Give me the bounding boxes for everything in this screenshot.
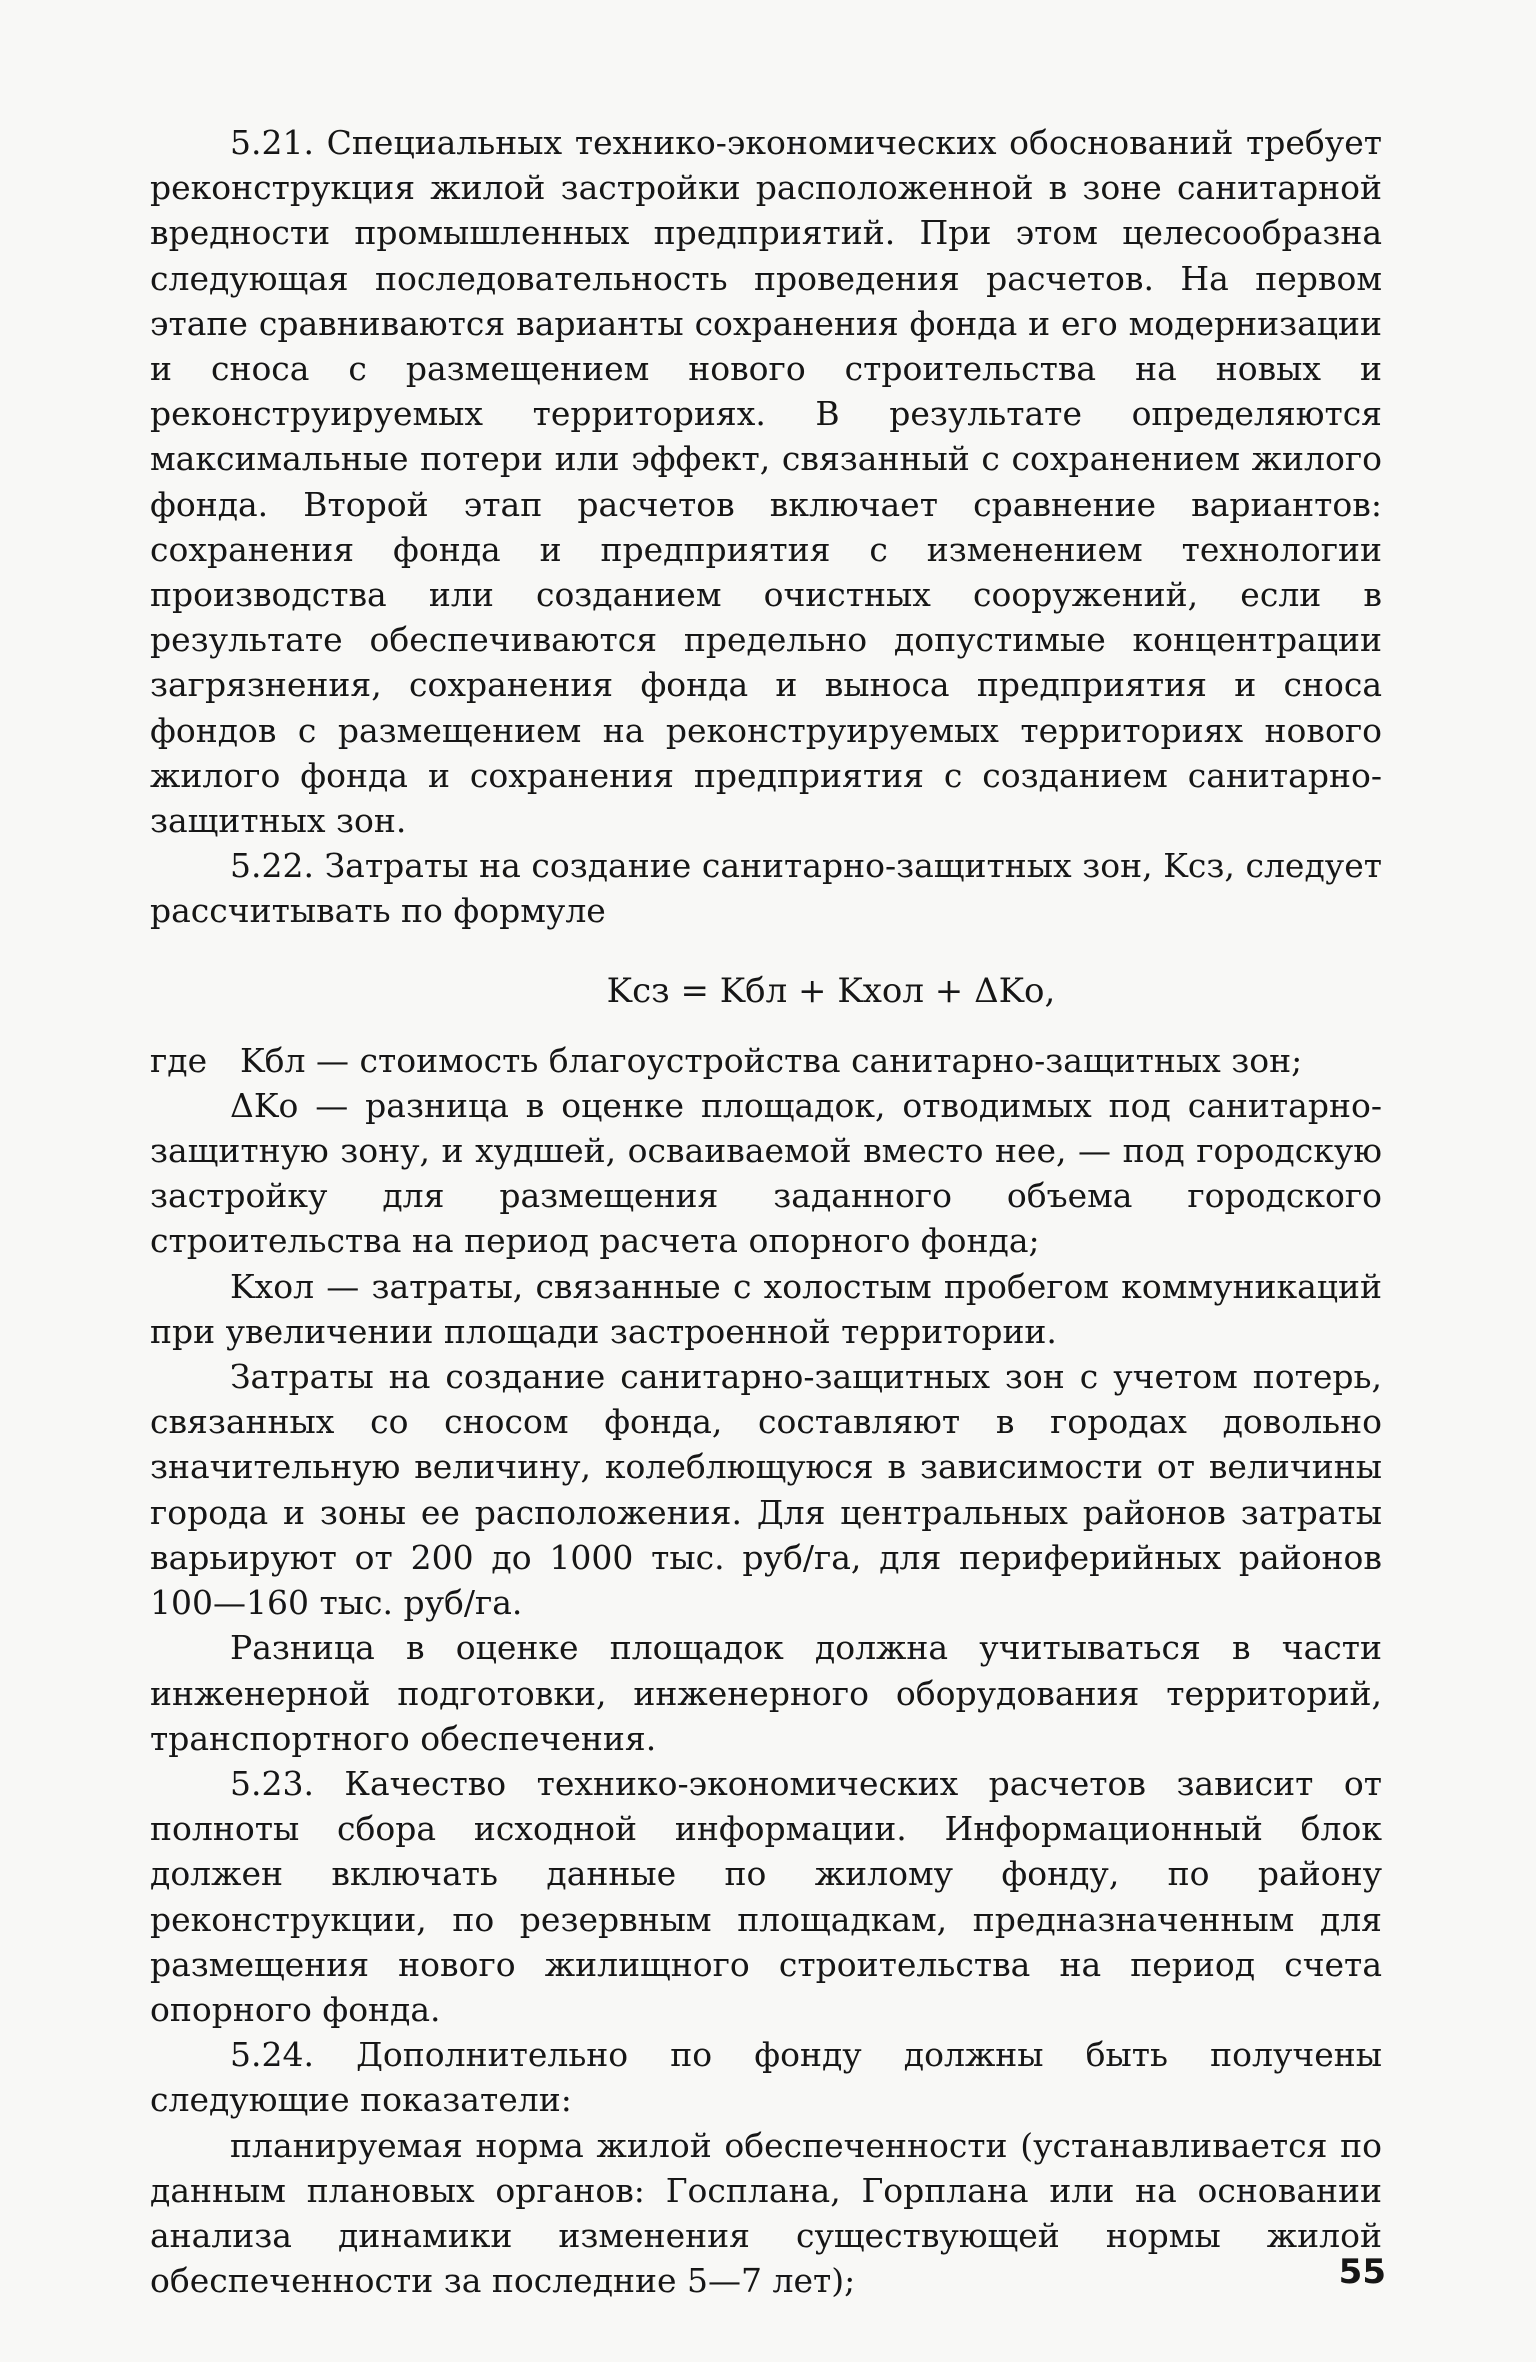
paragraph-5-23: 5.23. Качество технико-экономических расчетов зависит от полноты сбора исходной информации. Информационный блок должен включать данные по жилому фонду, по району реконструкции, по резервным площадкам, предназначенным для размещения нового жилищного строительства на период счета опорного фонда. bbox=[150, 1763, 1382, 2029]
definition-khol: Kхол — затраты, связанные с холостым пробегом коммуникаций при увеличении площади застроенной территории. bbox=[150, 1266, 1382, 1351]
body-text bbox=[150, 120, 1382, 2303]
definition-kbl-text: Kбл — стоимость благоустройства санитарно-защитных зон; bbox=[240, 1040, 1303, 1080]
formula: Kсз = Kбл + Kхол + ΔKо, bbox=[606, 970, 1056, 1011]
definition-lead: где bbox=[150, 1040, 208, 1080]
definition-kbl bbox=[150, 1038, 1382, 1083]
paragraph-5-21: 5.21. Специальных технико-экономических обоснований требует реконструкция жилой застройки расположенной в зоне санитарной вредности промышленных предприятий. При этом целесообразна следующая последовательность проведения расчетов. На первом этапе сравниваются варианты сохранения фонда и его модернизации и сноса с размещением нового строительства на новых и реконструируемых территориях. В результате определяются максимальные потери или эффект, связанный с сохранением жилого фонда. Второй этап расчетов включает сравнение вариантов: сохранения фонда и предприятия с изменением технологии производства или созданием очистных сооружений, если в результате обеспечиваются предельно допустимые концентрации загрязнения, сохранения фонда и выноса предприятия и сноса фондов с размещением на реконструируемых территориях нового жилого фонда и сохранения предприятия с созданием санитарно-защитных зон. bbox=[150, 123, 1382, 841]
paragraph-costs: Затраты на создание санитарно-защитных зон с учетом потерь, связанных со сносом фонда, составляют в городах довольно значительную величину, колеблющуюся в зависимости от величины города и зоны ее расположения. Для центральных районов затраты варьируют от 200 до 1000 тыс. руб/га, для периферийных районов 100—160 тыс. руб/га. bbox=[150, 1357, 1382, 1623]
paragraph-5-22: 5.22. Затраты на создание санитарно-защитных зон, Kсз, следует рассчитывать по формуле bbox=[150, 846, 1382, 931]
formula-definitions bbox=[150, 1038, 1382, 1354]
paragraph-housing-norm: планируемая норма жилой обеспеченности (устанавливается по данным плановых органов: Госплана, Горплана или на основании анализа динамики изменения существующей нормы жилой обеспеченности за последние 5—7 лет); bbox=[150, 2125, 1382, 2301]
paragraph-site-difference: Разница в оценке площадок должна учитываться в части инженерной подготовки, инженерного оборудования территорий, транспортного обеспечения. bbox=[150, 1628, 1382, 1758]
paragraph-5-24: 5.24. Дополнительно по фонду должны быть получены следующие показатели: bbox=[150, 2035, 1382, 2120]
page-number: 55 bbox=[1338, 2252, 1386, 2292]
definition-delta-ko: ΔKо — разница в оценке площадок, отводимых под санитарно-защитную зону, и худшей, осваиваемой вместо нее, — под городскую застройку для размещения заданного объема городского строительства на период расчета опорного фонда; bbox=[150, 1085, 1382, 1261]
